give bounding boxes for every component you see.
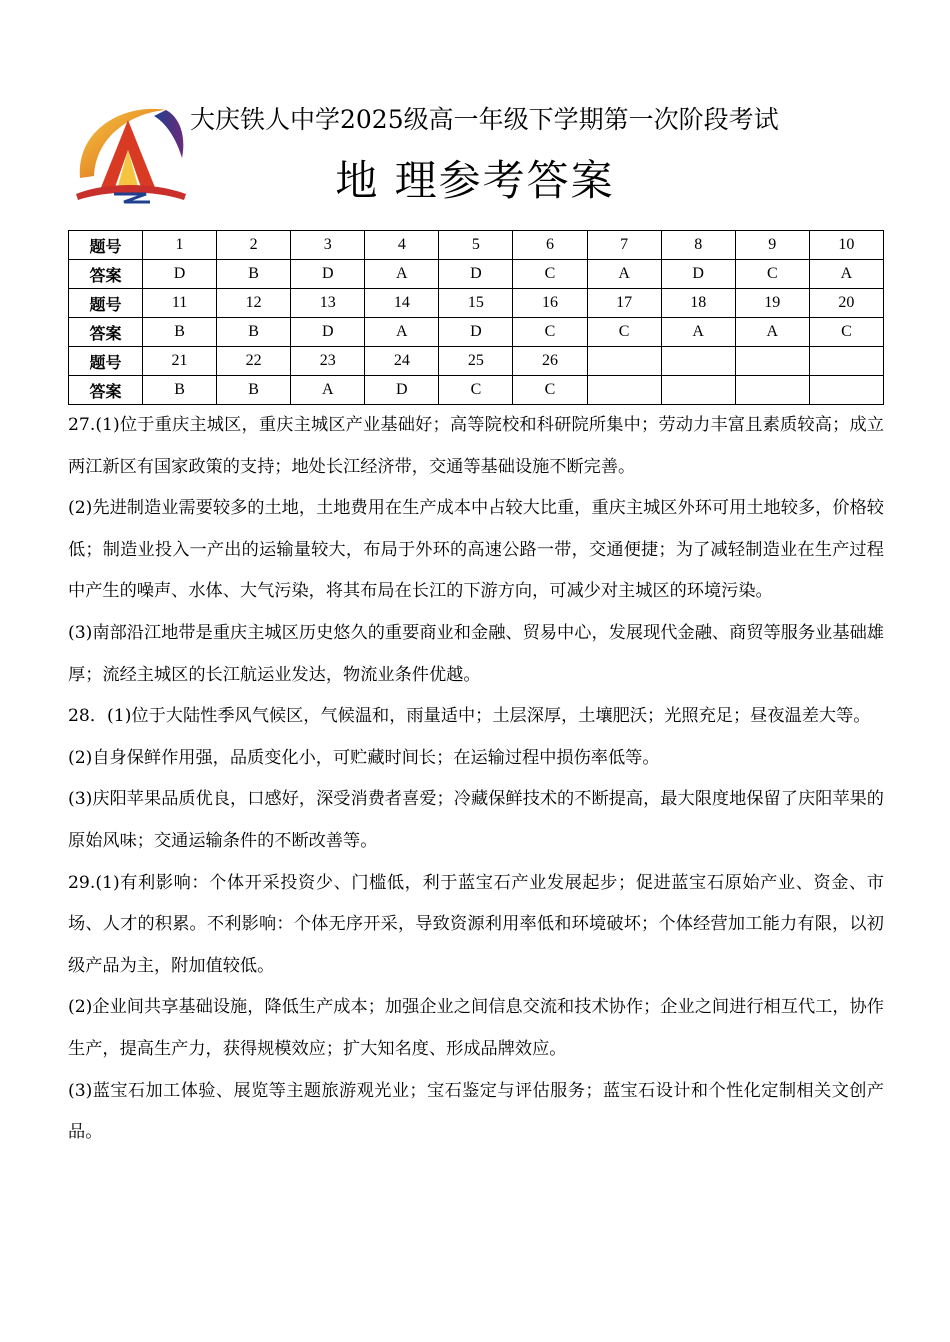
table-row [69,260,884,289]
table-cell: D [291,260,365,289]
answer-29-3: (3)蓝宝石加工体验、展览等主题旅游观光业；宝石鉴定与评估服务；蓝宝石设计和个性化定制相关文创产品。 [68,1080,884,1143]
answer-29-2: (2)企业间共享基础设施，降低生产成本；加强企业之间信息交流和技术协作；企业之间进行相互代工，协作生产，提高生产力，获得规模效应；扩大知名度、形成品牌效应。 [68,997,884,1059]
table-cell: 6 [513,231,587,260]
table-cell [735,347,809,376]
table-cell: 5 [439,231,513,260]
table-row [69,318,884,347]
table-cell: 24 [365,347,439,376]
table-cell: D [365,376,439,405]
table-cell: A [661,318,735,347]
answer-27-3: (3)南部沿江地带是重庆主城区历史悠久的重要商业和金融、贸易中心，发展现代金融、商贸等服务业基础雄厚；流经主城区的长江航运业发达，物流业条件优越。 [68,622,884,685]
table-cell: B [217,260,291,289]
row-label: 题号 [69,347,143,376]
table-cell: A [809,260,883,289]
table-cell: 17 [587,289,661,318]
table-cell: A [587,260,661,289]
table-cell: 8 [661,231,735,260]
row-label: 答案 [69,376,143,405]
row-label: 答案 [69,318,143,347]
subject-title: 地 理参考答案 [335,156,615,205]
table-cell: 18 [661,289,735,318]
answer-29-1: 29.(1)有利影响：个体开采投资少、门槛低，利于蓝宝石产业发展起步；促进蓝宝石原始产业、资金、市场、人才的积累。不利影响：个体无序开采，导致资源利用率低和环境破坏；个体经营加工能力有限，以初级产品为主，附加值较低。 [68,872,884,976]
table-row [69,347,884,376]
table-cell: 11 [143,289,217,318]
table-cell: 3 [291,231,365,260]
table-cell: 1 [143,231,217,260]
table-cell [587,376,661,405]
table-cell: C [513,260,587,289]
table-cell: B [217,376,291,405]
table-cell: B [143,376,217,405]
table-cell: 9 [735,231,809,260]
table-cell: 25 [439,347,513,376]
table-cell: C [513,376,587,405]
table-row [69,376,884,405]
table-row [69,231,884,260]
row-label: 答案 [69,260,143,289]
table-cell: A [365,260,439,289]
table-cell [587,347,661,376]
table-cell: D [143,260,217,289]
table-cell: A [365,318,439,347]
table-cell: A [291,376,365,405]
table-cell: 19 [735,289,809,318]
table-cell: B [217,318,291,347]
table-cell: 7 [587,231,661,260]
table-cell: 26 [513,347,587,376]
answer-table [68,230,884,405]
table-cell: A [735,318,809,347]
table-cell: 12 [217,289,291,318]
table-cell: 16 [513,289,587,318]
answer-27-1: 27.(1)位于重庆主城区，重庆主城区产业基础好；高等院校和科研院所集中；劳动力丰富且素质较高；成立两江新区有国家政策的支持；地处长江经济带，交通等基础设施不断完善。 [68,415,884,477]
table-row [69,289,884,318]
table-cell: D [291,318,365,347]
answer-28-2: (2)自身保鲜作用强，品质变化小，可贮藏时间长；在运输过程中损伤率低等。 [68,747,660,768]
answer-28-3: (3)庆阳苹果品质优良，口感好，深受消费者喜爱；冷藏保鲜技术的不断提高，最大限度地保留了庆阳苹果的原始风味；交通运输条件的不断改善等。 [68,789,884,851]
table-cell: 13 [291,289,365,318]
table-cell: D [661,260,735,289]
table-cell: 15 [439,289,513,318]
table-cell: 2 [217,231,291,260]
table-cell [735,376,809,405]
table-cell: C [513,318,587,347]
table-cell [661,347,735,376]
table-cell: 21 [143,347,217,376]
row-label: 题号 [69,231,143,260]
row-label: 题号 [69,289,143,318]
school-title: 大庆铁人中学2025级高一年级下学期第一次阶段考试 [190,105,779,134]
table-cell: C [809,318,883,347]
table-cell: D [439,318,513,347]
table-cell [809,376,883,405]
table-cell: C [587,318,661,347]
answer-28-1: 28．(1)位于大陆性季风气候区，气候温和，雨量适中；土层深厚，土壤肥沃；光照充足；昼夜温差大等。 [68,706,871,727]
table-cell [661,376,735,405]
table-cell: 14 [365,289,439,318]
table-cell: C [439,376,513,405]
answer-27-2: (2)先进制造业需要较多的土地，土地费用在生产成本中占较大比重，重庆主城区外环可用土地较多，价格较低；制造业投入一产出的运输量较大，布局于外环的高速公路一带，交通便捷；为了减轻制造业在生产过程中产生的噪声、水体、大气污染，将其布局在长江的下游方向，可减少对主城区的环境污染。 [68,498,884,602]
answer-content [68,405,884,1154]
table-cell: 20 [809,289,883,318]
table-cell: 23 [291,347,365,376]
table-cell: C [735,260,809,289]
table-cell: 10 [809,231,883,260]
table-cell: D [439,260,513,289]
table-cell: B [143,318,217,347]
table-cell: 22 [217,347,291,376]
table-cell [809,347,883,376]
table-cell: 4 [365,231,439,260]
